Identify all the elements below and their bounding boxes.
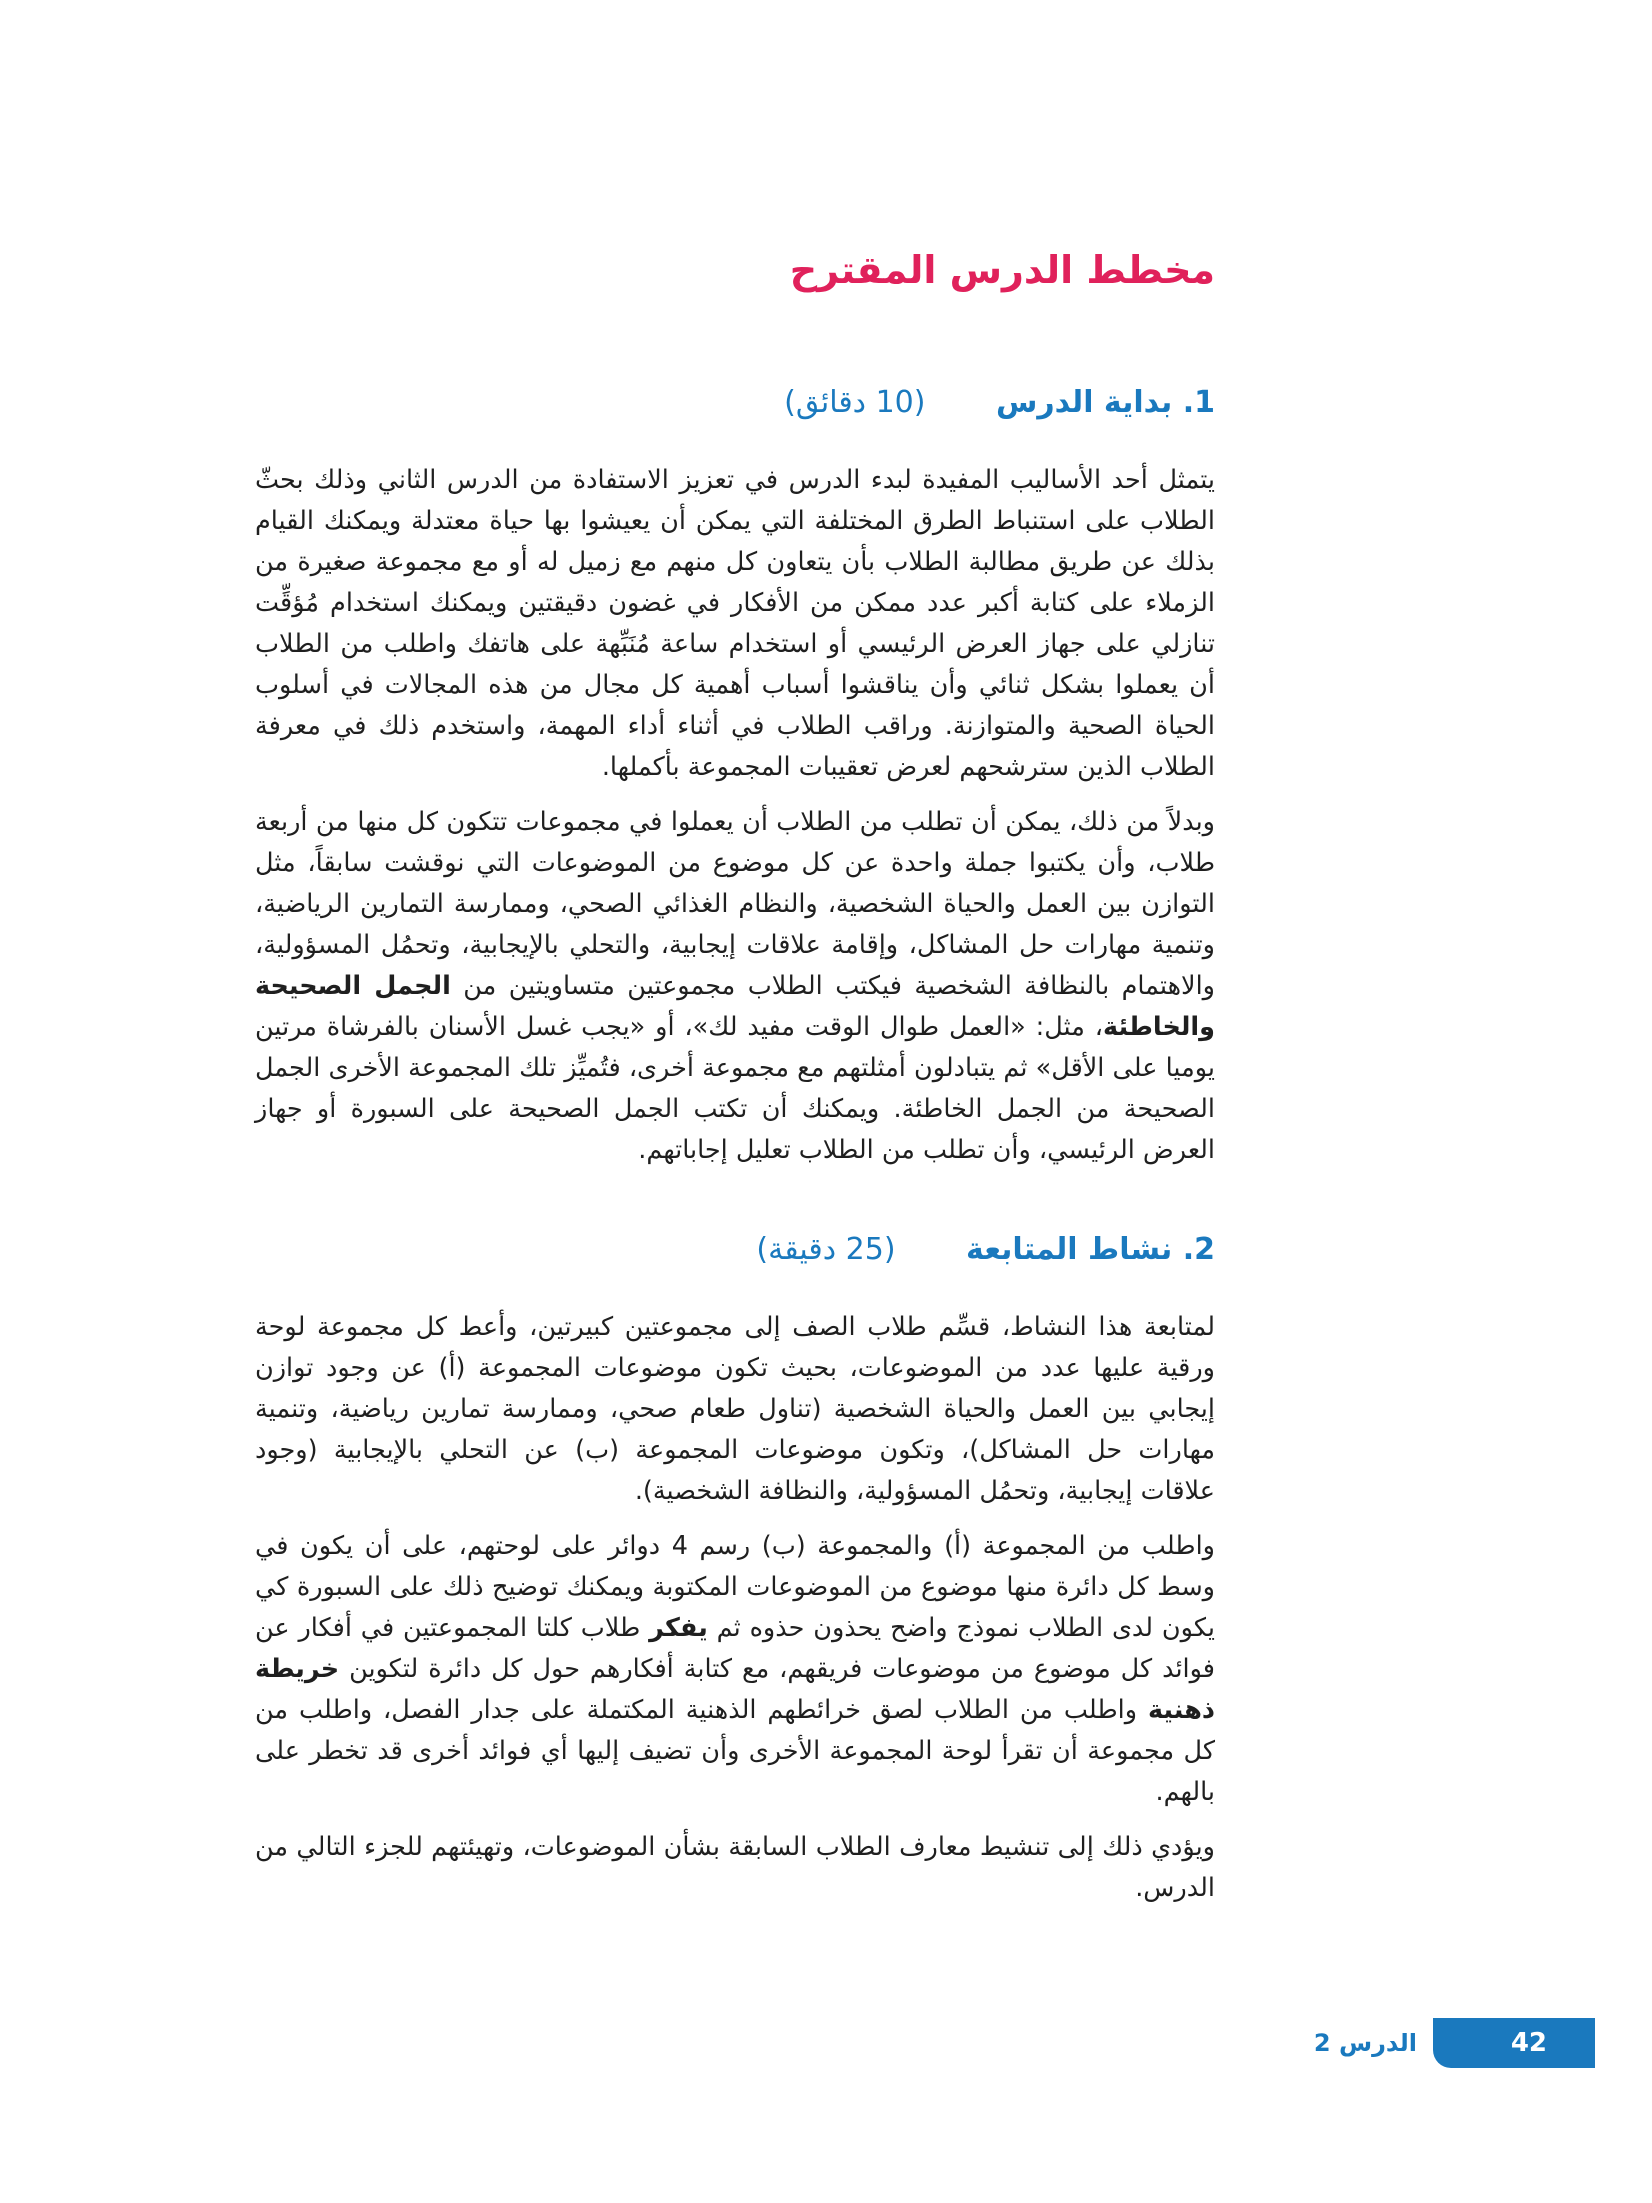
- section-2-paragraph-3: ويؤدي ذلك إلى تنشيط معارف الطلاب السابقة بشأن الموضوعات، وتهيئتهم للجزء التالي من الدرس.: [255, 1832, 1215, 1903]
- section-1-paragraph-2: [255, 802, 1215, 1171]
- section-1-title: بداية الدرس: [995, 385, 1173, 420]
- page-number: 42: [1510, 2028, 1547, 2058]
- section-2-paragraph-2-bold-1: يفكر: [649, 1613, 708, 1643]
- footer-lesson-label: الدرس 2: [1313, 2029, 1417, 2057]
- section-2-paragraph-2: [255, 1526, 1215, 1813]
- section-1-duration: (10 دقائق): [784, 385, 926, 420]
- section-2-paragraph-2-text-a: واطلب من المجموعة (أ) والمجموعة (ب) رسم 4 دوائر على لوحتهم، على أن يكون في وسط كل دائرة منها موضوع من الموضوعات المكتوبة ويمكنك توضيح ذلك على السبورة كي يكون لدى الطلاب نموذج واضح يحذون حذوه ثم: [255, 1531, 1216, 1643]
- section-1-heading: [255, 380, 1215, 426]
- section-2-paragraph-2-text-c: واطلب من الطلاب لصق خرائطهم الذهنية المكتملة على جدار الفصل، واطلب من كل مجموعة أن تقرأ لوحة المجموعة الأخرى وأن تضيف إليها أي فوائد أخرى قد تخطر على بالهم.: [255, 1695, 1215, 1807]
- section-2-duration: (25 دقيقة): [756, 1232, 896, 1267]
- section-2-heading: [255, 1227, 1215, 1273]
- page-content: [255, 240, 1215, 1923]
- section-2-number: 2.: [1182, 1232, 1215, 1267]
- page-number-tab: [1433, 2018, 1595, 2068]
- section-2-title: نشاط المتابعة: [966, 1232, 1173, 1267]
- section-1-number: 1.: [1182, 385, 1215, 420]
- section-1-paragraph-1: يتمثل أحد الأساليب المفيدة لبدء الدرس في تعزيز الاستفادة من الدرس الثاني وذلك بحثّ الطلاب على استنباط الطرق المختلفة التي يمكن أن يعيشوا بها حياة معتدلة ويمكنك القيام بذلك عن طريق مطالبة الطلاب بأن يتعاون كل منهم مع زميل له أو مع مجموعة صغيرة من الزملاء على كتابة أكبر عدد ممكن من الأفكار في غضون دقيقتين ويمكنك استخدام مُؤقِّت تنازلي على جهاز العرض الرئيسي أو استخدام ساعة مُنَبِّهة على هاتفك واطلب من الطلاب أن يعملوا بشكل ثنائي وأن يناقشوا أسباب أهمية كل مجال من هذه المجالات في أسلوب الحياة الصحية والمتوازنة. وراقب الطلاب في أثناء أداء المهمة، واستخدم ذلك في معرفة الطلاب الذين سترشحهم لعرض تعقيبات المجموعة بأكملها.: [255, 465, 1215, 782]
- page-title: مخطط الدرس المقترح: [789, 248, 1215, 292]
- section-2-paragraph-2-bold-2: خريطة ذهنية: [255, 1654, 1215, 1725]
- section-2-paragraph-1: لمتابعة هذا النشاط، قسِّم طلاب الصف إلى مجموعتين كبيرتين، وأعط كل مجموعة لوحة ورقية عليها عدد من الموضوعات، بحيث تكون موضوعات المجموعة (أ) عن وجود توازن إيجابي بين العمل والحياة الشخصية (تناول طعام صحي، وممارسة تمارين رياضية، وتنمية مهارات حل المشاكل)، وتكون موضوعات المجموعة (ب) عن التحلي بالإيجابية (وجود علاقات إيجابية، وتحمُل المسؤولية، والنظافة الشخصية).: [255, 1312, 1215, 1506]
- section-1-paragraph-2-text-a: وبدلاً من ذلك، يمكن أن تطلب من الطلاب أن يعملوا في مجموعات تتكون كل منها من أربعة طلاب، وأن يكتبوا جملة واحدة عن كل موضوع من الموضوعات التي نوقشت سابقاً، مثل التوازن بين العمل والحياة الشخصية، والنظام الغذائي الصحي، وممارسة التمارين الرياضية، وتنمية مهارات حل المشاكل، وإقامة علاقات إيجابية، والتحلي بالإيجابية، وتحمُل المسؤولية، والاهتمام بالنظافة الشخصية فيكتب الطلاب مجموعتين متساويتين من: [255, 807, 1215, 1001]
- section-2-paragraph-2-text-b: طلاب كلتا المجموعتين في أفكار عن فوائد كل موضوع من موضوعات فريقهم، مع كتابة أفكارهم حول كل دائرة لتكوين: [255, 1613, 1215, 1684]
- page-footer: [1255, 2018, 1595, 2068]
- section-1-paragraph-2-bold: الجمل الصحيحة والخاطئة: [255, 971, 1215, 1042]
- section-1-paragraph-2-text-b: ، مثل: «العمل طوال الوقت مفيد لك»، أو «يجب غسل الأسنان بالفرشاة مرتين يوميا على الأقل» ثم يتبادلون أمثلتهم مع مجموعة أخرى، فتُميِّز تلك المجموعة الأخرى الجمل الصحيحة من الجمل الخاطئة. ويمكنك أن تكتب الجمل الصحيحة على السبورة أو جهاز العرض الرئيسي، وأن تطلب من الطلاب تعليل إجاباتهم.: [255, 1012, 1215, 1165]
